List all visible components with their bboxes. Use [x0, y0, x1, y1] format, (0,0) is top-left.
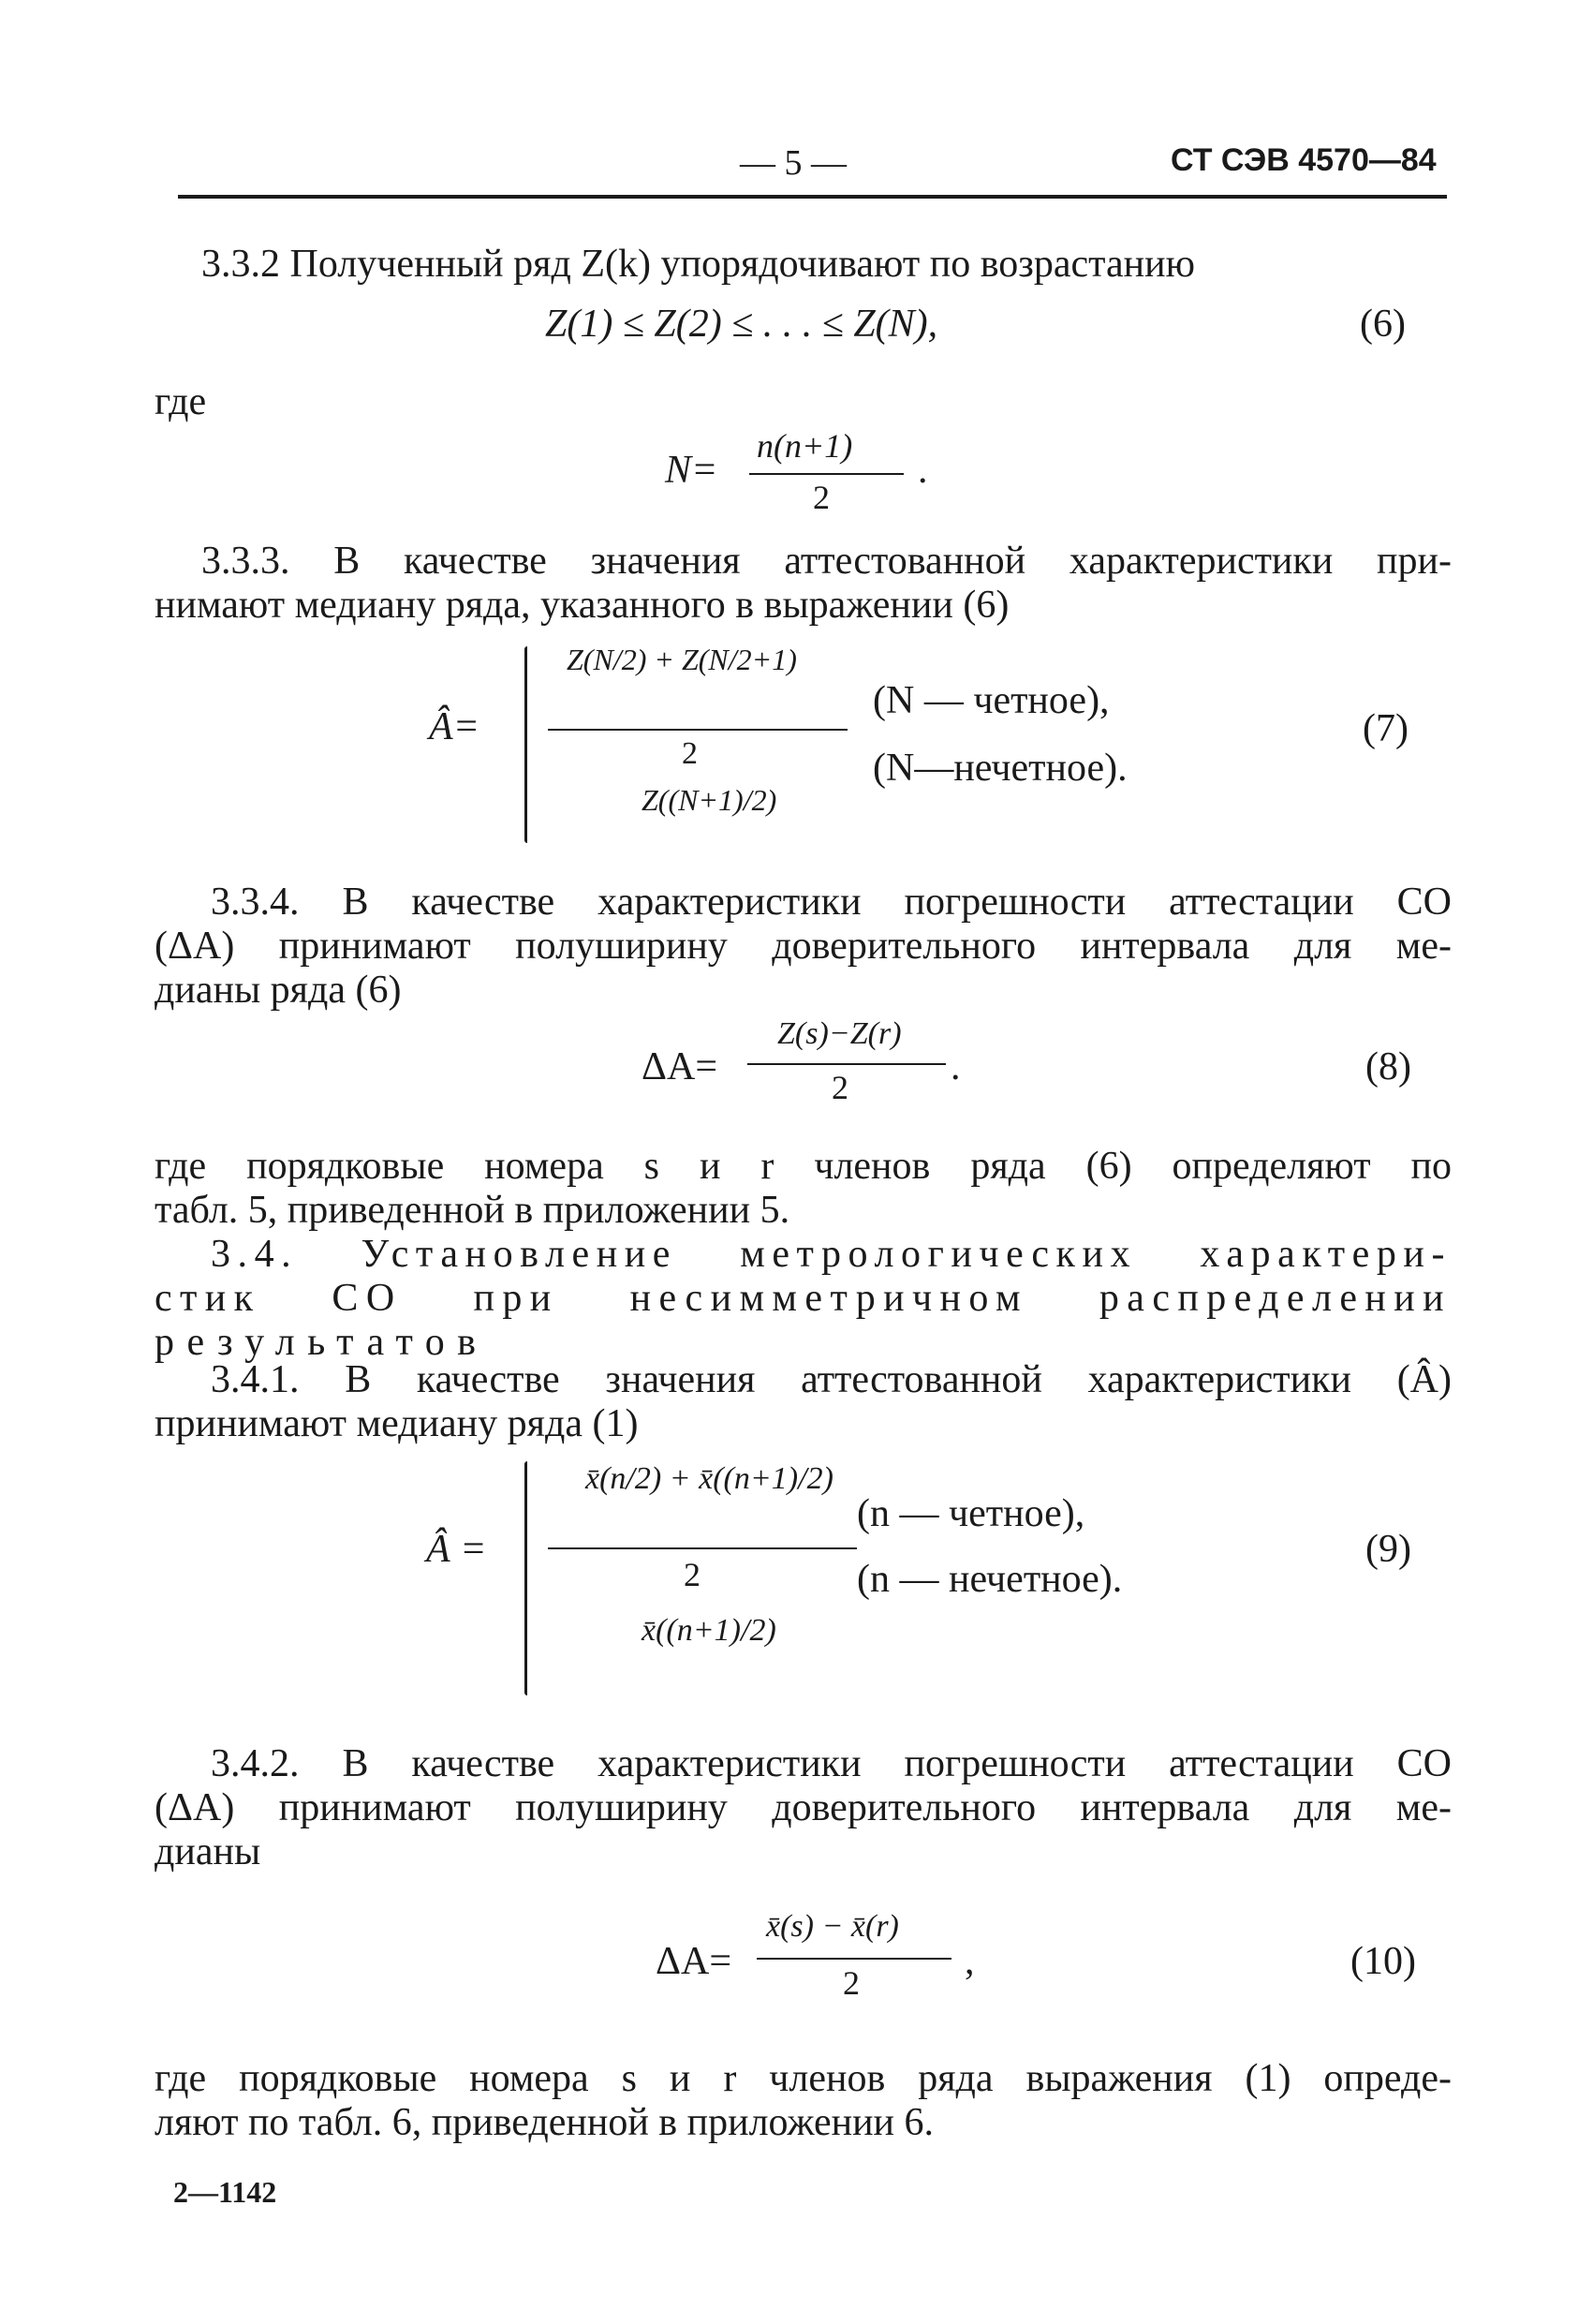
formula-9-num: x̄(n/2) + x̄((n+1)/2) [585, 1461, 833, 1496]
formula-7-cond2: (N—нечетное). [873, 747, 1128, 790]
formula-9-alt: x̄((n+1)/2) [642, 1613, 776, 1648]
formula-10-bar [757, 1958, 951, 1960]
formula-9-cond1: (n — четное), [857, 1492, 1085, 1535]
text-line: где порядковые номера s и r членов ряда (6) определяют по [155, 1145, 1452, 1188]
section-3-3-4 [155, 881, 1452, 1013]
eq-number-9: (9) [1365, 1528, 1411, 1571]
eq-number-6: (6) [1360, 303, 1406, 346]
text-line: 3.4.1. В качестве значения аттестованной характеристики (Â) [211, 1358, 1452, 1401]
text-line: дианы [155, 1830, 261, 1873]
text-line: (ΔA) принимают полуширину доверительного интервала для ме- [155, 925, 1452, 968]
formula-9-bar [548, 1547, 857, 1549]
formula-9-lhs: Â = [426, 1528, 487, 1571]
eq-number-7: (7) [1363, 707, 1409, 750]
eq-number-10: (10) [1350, 1940, 1416, 1983]
where-label: где [155, 380, 207, 423]
text-line: 3.3.4. В качестве характеристики погрешности аттестации СО [211, 881, 1452, 924]
section-3-3-3 [155, 540, 1452, 628]
section-3-3-4-after [155, 1145, 1452, 1233]
standard-code: СТ СЭВ 4570—84 [1171, 142, 1437, 178]
formula-7-lhs: Â= [429, 705, 479, 748]
section-3-4-1 [155, 1358, 1452, 1446]
formula-10-num: x̄(s) − x̄(r) [766, 1909, 899, 1944]
text-line: дианы ряда (6) [155, 969, 402, 1012]
formula-6: Z(1) ≤ Z(2) ≤ . . . ≤ Z(N), [545, 303, 938, 346]
text-line: ляют по табл. 6, приведенной в приложении 6. [155, 2101, 935, 2144]
formula-8-end: . [951, 1045, 961, 1088]
text-line: 3.3.3. В качестве значения аттестованной характеристики при- [201, 540, 1452, 583]
text-line: стик СО при несимметричном распределении [155, 1277, 1452, 1320]
page-number: — 5 — [740, 143, 847, 183]
text-line: (ΔA) принимают полуширину доверительного интервала для ме- [155, 1786, 1452, 1829]
formula-8-bar [747, 1063, 946, 1065]
formula-7-bar [548, 729, 848, 731]
formula-7-num: Z(N/2) + Z(N/2+1) [567, 643, 797, 676]
section-3-4-2-after [155, 2057, 1452, 2145]
formula-10-den: 2 [843, 1964, 860, 2002]
n-formula-num: n(n+1) [757, 427, 853, 465]
section-3-4 [155, 1233, 1452, 1365]
formula-9-den: 2 [684, 1556, 701, 1593]
n-formula-lhs: N= [665, 449, 718, 492]
formula-7-brace [524, 646, 527, 843]
text-line: табл. 5, приведенной в приложении 5. [155, 1189, 790, 1232]
text-line: где порядковые номера s и r членов ряда выражения (1) опреде- [155, 2057, 1452, 2100]
n-formula-dot: . [918, 449, 928, 492]
text-line: 3.4.2. В качестве характеристики погрешности аттестации СО [211, 1742, 1452, 1785]
formula-8-num: Z(s)−Z(r) [777, 1016, 902, 1051]
formula-7-alt: Z((N+1)/2) [642, 783, 777, 817]
formula-10-lhs: ΔA= [656, 1940, 732, 1983]
formula-7-den: 2 [682, 736, 698, 771]
header-rule [178, 195, 1447, 199]
section-3-4-2 [155, 1742, 1452, 1874]
text-line: нимают медиану ряда, указанного в выражении (6) [155, 584, 1010, 627]
signature-mark: 2—1142 [173, 2175, 277, 2209]
text-line: 3.4. Установление метрологических характери- [211, 1233, 1452, 1276]
formula-10-end: , [965, 1940, 975, 1983]
formula-9-brace [524, 1461, 527, 1695]
formula-9-cond2: (n — нечетное). [857, 1558, 1123, 1601]
formula-7-cond1: (N — четное), [873, 679, 1110, 722]
eq-number-8: (8) [1365, 1045, 1411, 1088]
formula-8-lhs: ΔA= [642, 1045, 718, 1088]
formula-8-den: 2 [832, 1069, 848, 1106]
n-formula-den: 2 [813, 479, 830, 516]
section-3-3-2: 3.3.2 Полученный ряд Z(k) упорядочивают по возрастанию [201, 243, 1195, 286]
n-formula-bar [749, 473, 904, 475]
text-line: принимают медиану ряда (1) [155, 1402, 639, 1445]
text-line: результатов [155, 1321, 489, 1364]
